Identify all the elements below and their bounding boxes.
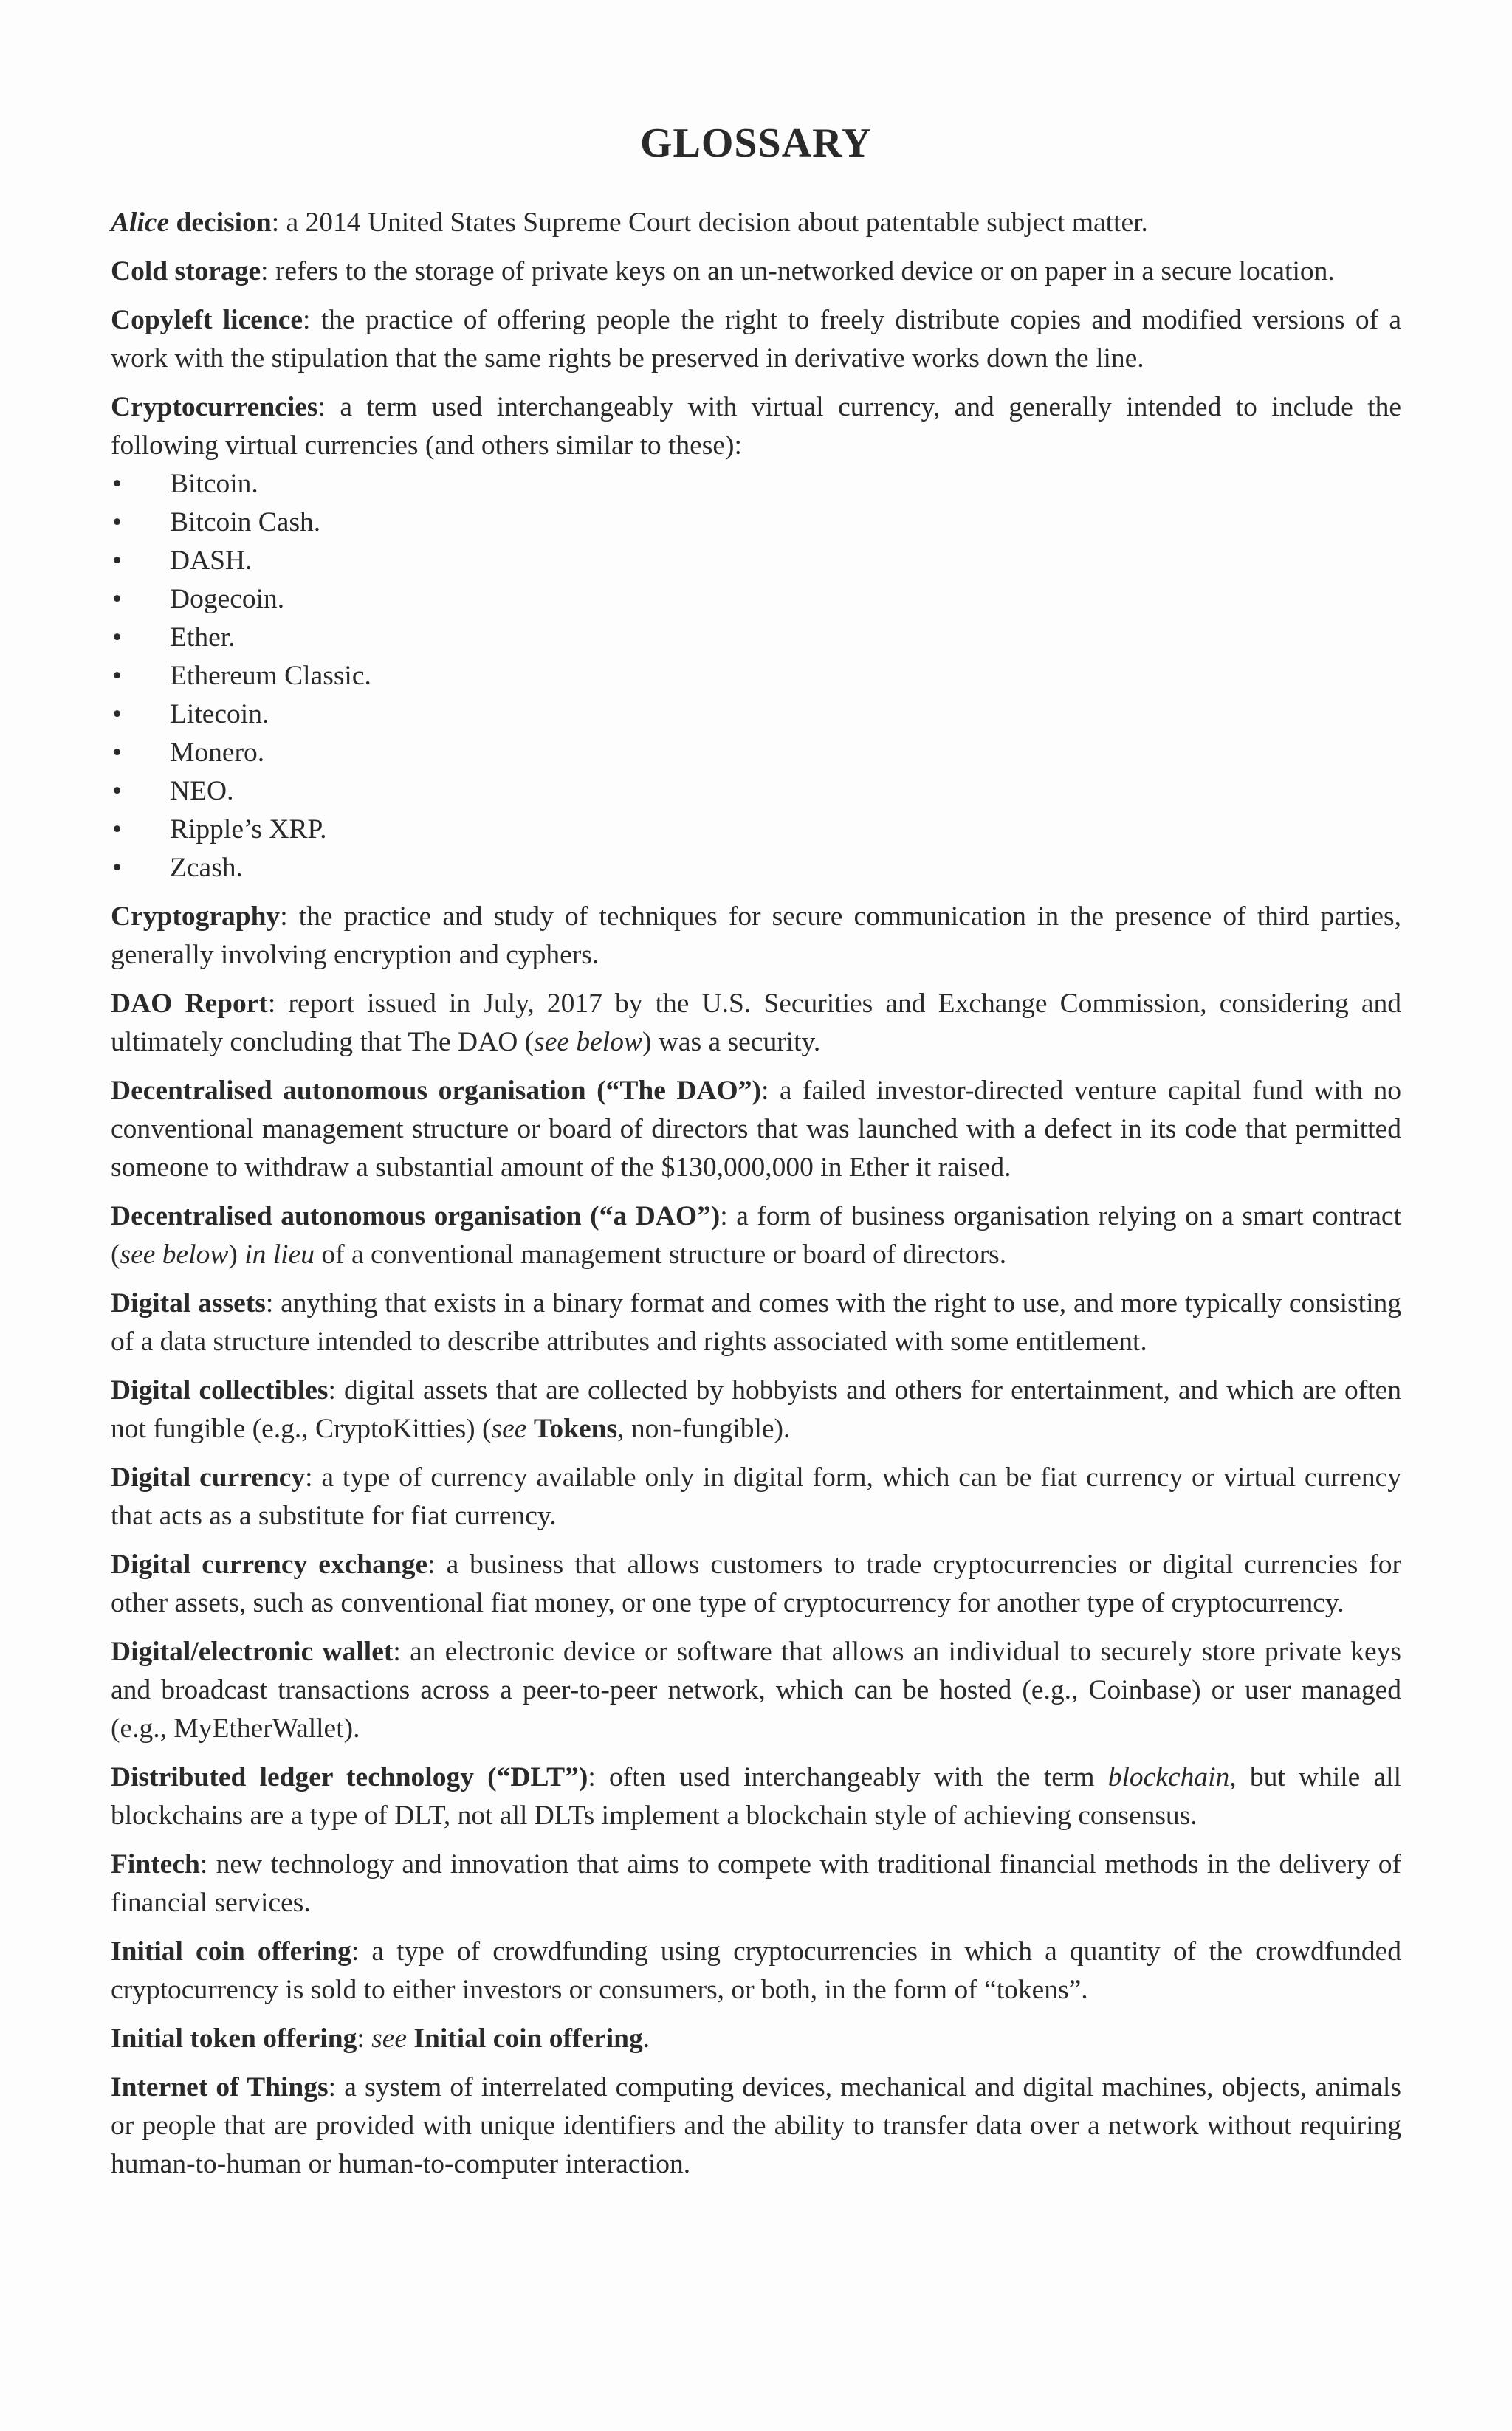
entry-a-dao <box>111 1197 1401 1274</box>
list-item-text: Ether. <box>170 622 236 653</box>
definition-end: of a conventional management structure or board of directors. <box>315 1239 1007 1270</box>
bullet-icon: • <box>112 546 123 576</box>
list-item <box>111 542 1401 580</box>
list-item <box>111 580 1401 619</box>
list-item <box>111 772 1401 811</box>
list-item <box>111 849 1401 887</box>
bullet-icon: • <box>112 699 123 729</box>
cross-reference: see below <box>534 1027 642 1057</box>
term: decision <box>169 207 272 238</box>
definition: a term used interchangeably with virtual currency, and generally intended to include the following virtual currencies (and others similar to these): <box>111 392 1401 461</box>
definition: a business that allows customers to trade cryptocurrencies or digital currencies for other assets, such as conventional fiat money, or one type of cryptocurrency for another type of cryptocurrency. <box>111 1550 1401 1618</box>
separator: : <box>265 1288 274 1318</box>
bullet-icon: • <box>112 584 123 614</box>
cross-reference-term: Tokens <box>533 1414 618 1444</box>
separator: : <box>328 2072 337 2102</box>
glossary-page <box>111 111 1401 2194</box>
term-italic: Alice <box>111 207 170 238</box>
term: Cryptography <box>111 901 281 932</box>
term: Digital collectibles <box>111 1375 329 1406</box>
bullet-icon: • <box>112 661 123 691</box>
definition-end: ) was a security. <box>642 1027 821 1057</box>
term: Copyleft licence <box>111 305 303 335</box>
definition: often used interchangeably with the term <box>595 1762 1108 1792</box>
definition: refers to the storage of private keys on an un-networked device or on paper in a secure location. <box>268 256 1335 286</box>
separator: : <box>199 1849 208 1880</box>
term: Decentralised autonomous organisation (“a DAO”) <box>111 1201 721 1231</box>
bullet-icon: • <box>112 507 123 537</box>
definition-end: , but while all blockchains are a type of DLT, not all DLTs implement a blockchain style of achieving consensus. <box>111 1762 1402 1831</box>
list-item <box>111 657 1401 695</box>
separator: : <box>357 2023 365 2054</box>
definition-end: , non-fungible). <box>617 1414 791 1444</box>
separator: : <box>303 305 311 335</box>
separator: : <box>271 207 280 238</box>
latin-phrase: in lieu <box>244 1239 315 1270</box>
entry-initial-coin-offering <box>111 1933 1401 2009</box>
entry-initial-token-offering <box>111 2020 1401 2058</box>
definition-end: . <box>642 2023 650 2054</box>
separator: : <box>267 988 276 1019</box>
separator: : <box>261 256 269 286</box>
entry-digital-wallet <box>111 1633 1401 1748</box>
definition: the practice and study of techniques for secure communication in the presence of third parties, generally involving encryption and cyphers. <box>111 901 1401 970</box>
list-item-text: DASH. <box>170 546 252 576</box>
definition: digital assets that are collected by hobbyists and others for entertainment, and which are often not fungible (e.g., CryptoKitties) ( <box>111 1375 1401 1444</box>
list-item <box>111 619 1401 657</box>
entry-digital-assets <box>111 1285 1401 1361</box>
list-item-text: Monero. <box>170 737 265 768</box>
list-item-text: Litecoin. <box>170 699 269 729</box>
definition: the practice of offering people the right to freely distribute copies and modified versions of a work with the stipulation that the same rights be preserved in derivative works down the line. <box>111 305 1401 374</box>
term: Fintech <box>111 1849 200 1880</box>
term: Digital assets <box>111 1288 266 1318</box>
separator: : <box>280 901 288 932</box>
entry-alice-decision <box>111 204 1401 242</box>
entry-digital-currency <box>111 1459 1401 1536</box>
separator: : <box>720 1201 728 1231</box>
definition: a form of business organisation relying on a smart contract ( <box>111 1201 1401 1270</box>
list-item <box>111 695 1401 734</box>
separator: : <box>760 1076 769 1106</box>
term: Digital currency exchange <box>111 1550 428 1580</box>
entry-dao-report <box>111 985 1401 1062</box>
space <box>407 2023 413 2054</box>
entry-cryptography <box>111 898 1401 974</box>
definition: a 2014 United States Supreme Court decision about patentable subject matter. <box>279 207 1148 238</box>
definition: an electronic device or software that allows an individual to securely store private keys and broadcast transactions across a peer-to-peer network, which can be hosted (e.g., Coinbase) or user managed (e.g., MyEtherWallet). <box>111 1637 1401 1744</box>
bullet-icon: • <box>112 737 123 768</box>
term: Digital/electronic wallet <box>111 1637 394 1667</box>
separator: : <box>393 1637 401 1667</box>
list-item-text: Dogecoin. <box>170 584 285 614</box>
definition: new technology and innovation that aims to compete with traditional financial methods in the delivery of financial services. <box>111 1849 1401 1918</box>
definition: a failed investor-directed venture capital fund with no conventional management structure or board of directors that was launched with a defect in its code that permitted someone to withdraw a substantial amount of the $130,000,000 in Ether it raised. <box>111 1076 1401 1183</box>
separator: : <box>588 1762 596 1792</box>
separator: : <box>328 1375 336 1406</box>
definition-mid: ) <box>228 1239 245 1270</box>
definition: report issued in July, 2017 by the U.S. Securities and Exchange Commission, considering and ultimately concluding that The DAO ( <box>111 988 1401 1057</box>
space <box>365 2023 371 2054</box>
cross-reference: see below <box>120 1239 229 1270</box>
list-item-text: Ripple’s XRP. <box>170 814 327 845</box>
cross-reference: see <box>371 2023 408 2054</box>
entry-internet-of-things <box>111 2069 1401 2184</box>
entry-cold-storage <box>111 252 1401 291</box>
entry-the-dao <box>111 1072 1401 1187</box>
list-item-text: Bitcoin Cash. <box>170 507 321 537</box>
entry-copyleft-licence <box>111 301 1401 378</box>
list-item-text: Zcash. <box>170 853 243 883</box>
list-item <box>111 734 1401 772</box>
definition: a system of interrelated computing devices, mechanical and digital machines, objects, animals or people that are provided with unique identifiers and the ability to transfer data over a network without requiring human-to-human or human-to-computer interaction. <box>111 2072 1401 2179</box>
cross-reference-term: Initial coin offering <box>413 2023 643 2054</box>
term: Initial token offering <box>111 2023 357 2054</box>
list-item <box>111 811 1401 849</box>
bullet-icon: • <box>112 776 123 806</box>
definition: a type of crowdfunding using cryptocurrencies in which a quantity of the crowdfunded cryptocurrency is sold to either investors or consumers, or both, in the form of “tokens”. <box>111 1936 1401 2005</box>
term: Cold storage <box>111 256 261 286</box>
cross-reference: see <box>491 1414 527 1444</box>
term: Decentralised autonomous organisation (“The DAO”) <box>111 1076 761 1106</box>
bullet-icon: • <box>112 469 123 499</box>
entry-digital-collectibles <box>111 1372 1401 1448</box>
bullet-icon: • <box>112 622 123 653</box>
cryptocurrency-list <box>111 465 1401 887</box>
separator: : <box>305 1462 313 1493</box>
list-item-text: NEO. <box>170 776 234 806</box>
list-item-text: Bitcoin. <box>170 469 258 499</box>
term: Digital currency <box>111 1462 306 1493</box>
page-title: GLOSSARY <box>639 120 873 166</box>
term: Initial coin offering <box>111 1936 351 1967</box>
term: Cryptocurrencies <box>111 392 318 422</box>
emphasis: blockchain <box>1107 1762 1230 1792</box>
entry-dlt <box>111 1758 1401 1835</box>
entry-fintech <box>111 1846 1401 1922</box>
separator: : <box>317 392 326 422</box>
definition: anything that exists in a binary format and comes with the right to use, and more typically consisting of a data structure intended to describe attributes and rights associated with some entitlement. <box>111 1288 1401 1357</box>
term: Distributed ledger technology (“DLT”) <box>111 1762 588 1792</box>
space <box>526 1414 533 1444</box>
list-item <box>111 503 1401 542</box>
term: DAO Report <box>111 988 268 1019</box>
separator: : <box>351 1936 360 1967</box>
separator: : <box>427 1550 436 1580</box>
term: Internet of Things <box>111 2072 329 2102</box>
bullet-icon: • <box>112 814 123 845</box>
entry-digital-currency-exchange <box>111 1546 1401 1623</box>
entry-cryptocurrencies <box>111 388 1401 465</box>
list-item-text: Ethereum Classic. <box>170 661 371 691</box>
list-item <box>111 465 1401 503</box>
definition: a type of currency available only in digital form, which can be fiat currency or virtual currency that acts as a substitute for fiat currency. <box>111 1462 1401 1531</box>
bullet-icon: • <box>112 853 123 883</box>
